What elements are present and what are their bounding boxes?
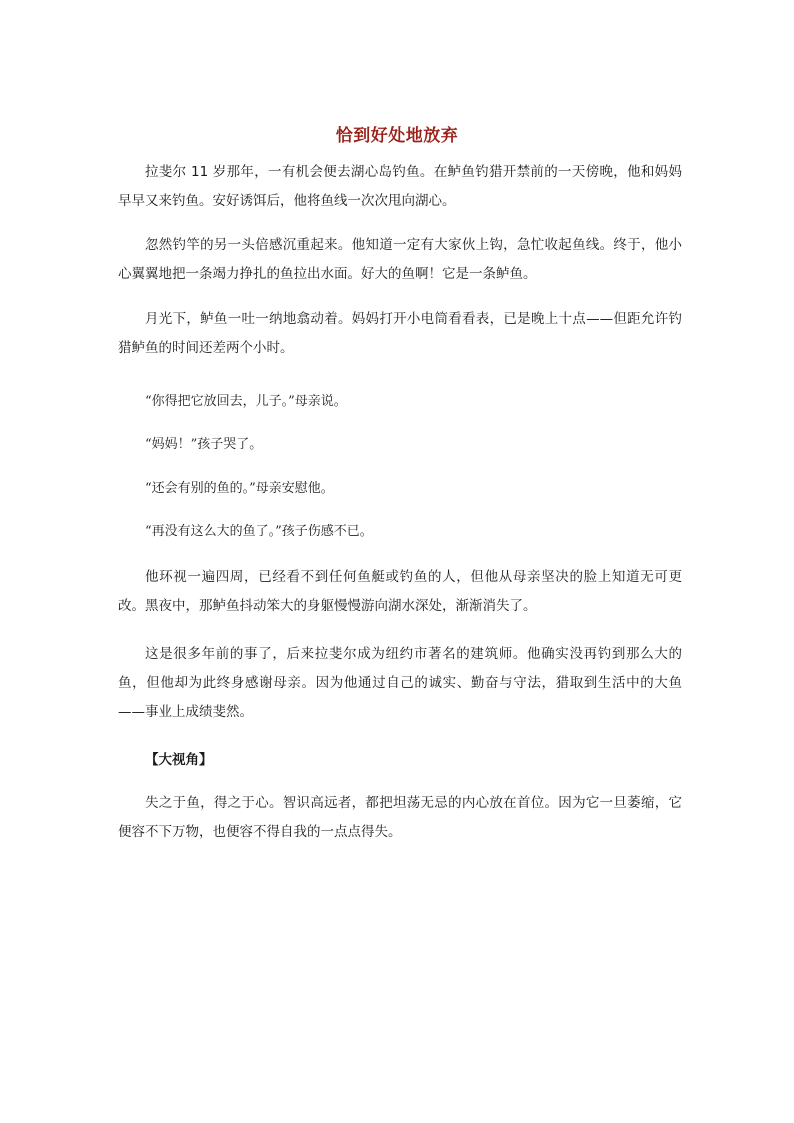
paragraph-3: 月光下，鲈鱼一吐一纳地翕动着。妈妈打开小电筒看看表，已是晚上十点——但距允许钓猎鲈鱼的时间还差两个小时。	[118, 311, 682, 356]
dialogue-line-1: “你得把它放回去，儿子。”母亲说。	[145, 394, 347, 409]
paragraph-1: 拉斐尔 11 岁那年，一有机会便去湖心岛钓鱼。在鲈鱼钓猎开禁前的一天傍晚，他和妈妈早早又来钓鱼。安好诱饵后，他将鱼线一次次甩向湖心。	[118, 164, 682, 209]
closing-paragraph: 失之于鱼，得之于心。智识高远者，都把坦荡无忌的内心放在首位。因为它一旦萎缩，它便容不下万物，也便容不得自我的一点点得失。	[118, 795, 682, 840]
document-title: 恰到好处地放弃	[335, 126, 459, 146]
dialogue-line-3: “还会有别的鱼的。”母亲安慰他。	[145, 481, 334, 496]
dialogue-line-4: “再没有这么大的鱼了。”孩子伤感不已。	[145, 524, 373, 539]
dialogue-line-2: “妈妈！”孩子哭了。	[145, 437, 263, 452]
paragraph-4: 他环视一遍四周，已经看不到任何鱼艇或钓鱼的人，但他从母亲坚决的脸上知道无可更改。黑夜中，那鲈鱼抖动笨大的身躯慢慢游向湖水深处，渐渐消失了。	[118, 569, 682, 614]
paragraph-2: 忽然钓竿的另一头倍感沉重起来。他知道一定有大家伙上钩，急忙收起鱼线。终于，他小心翼翼地把一条竭力挣扎的鱼拉出水面。好大的鱼啊！它是一条鲈鱼。	[118, 237, 682, 282]
paragraph-5: 这是很多年前的事了，后来拉斐尔成为纽约市著名的建筑师。他确实没再钓到那么大的鱼，但他却为此终身感谢母亲。因为他通过自己的诚实、勤奋与守法，猎取到生活中的大鱼——事业上成绩斐然。	[118, 646, 682, 720]
section-heading: 【大视角】	[145, 752, 213, 768]
